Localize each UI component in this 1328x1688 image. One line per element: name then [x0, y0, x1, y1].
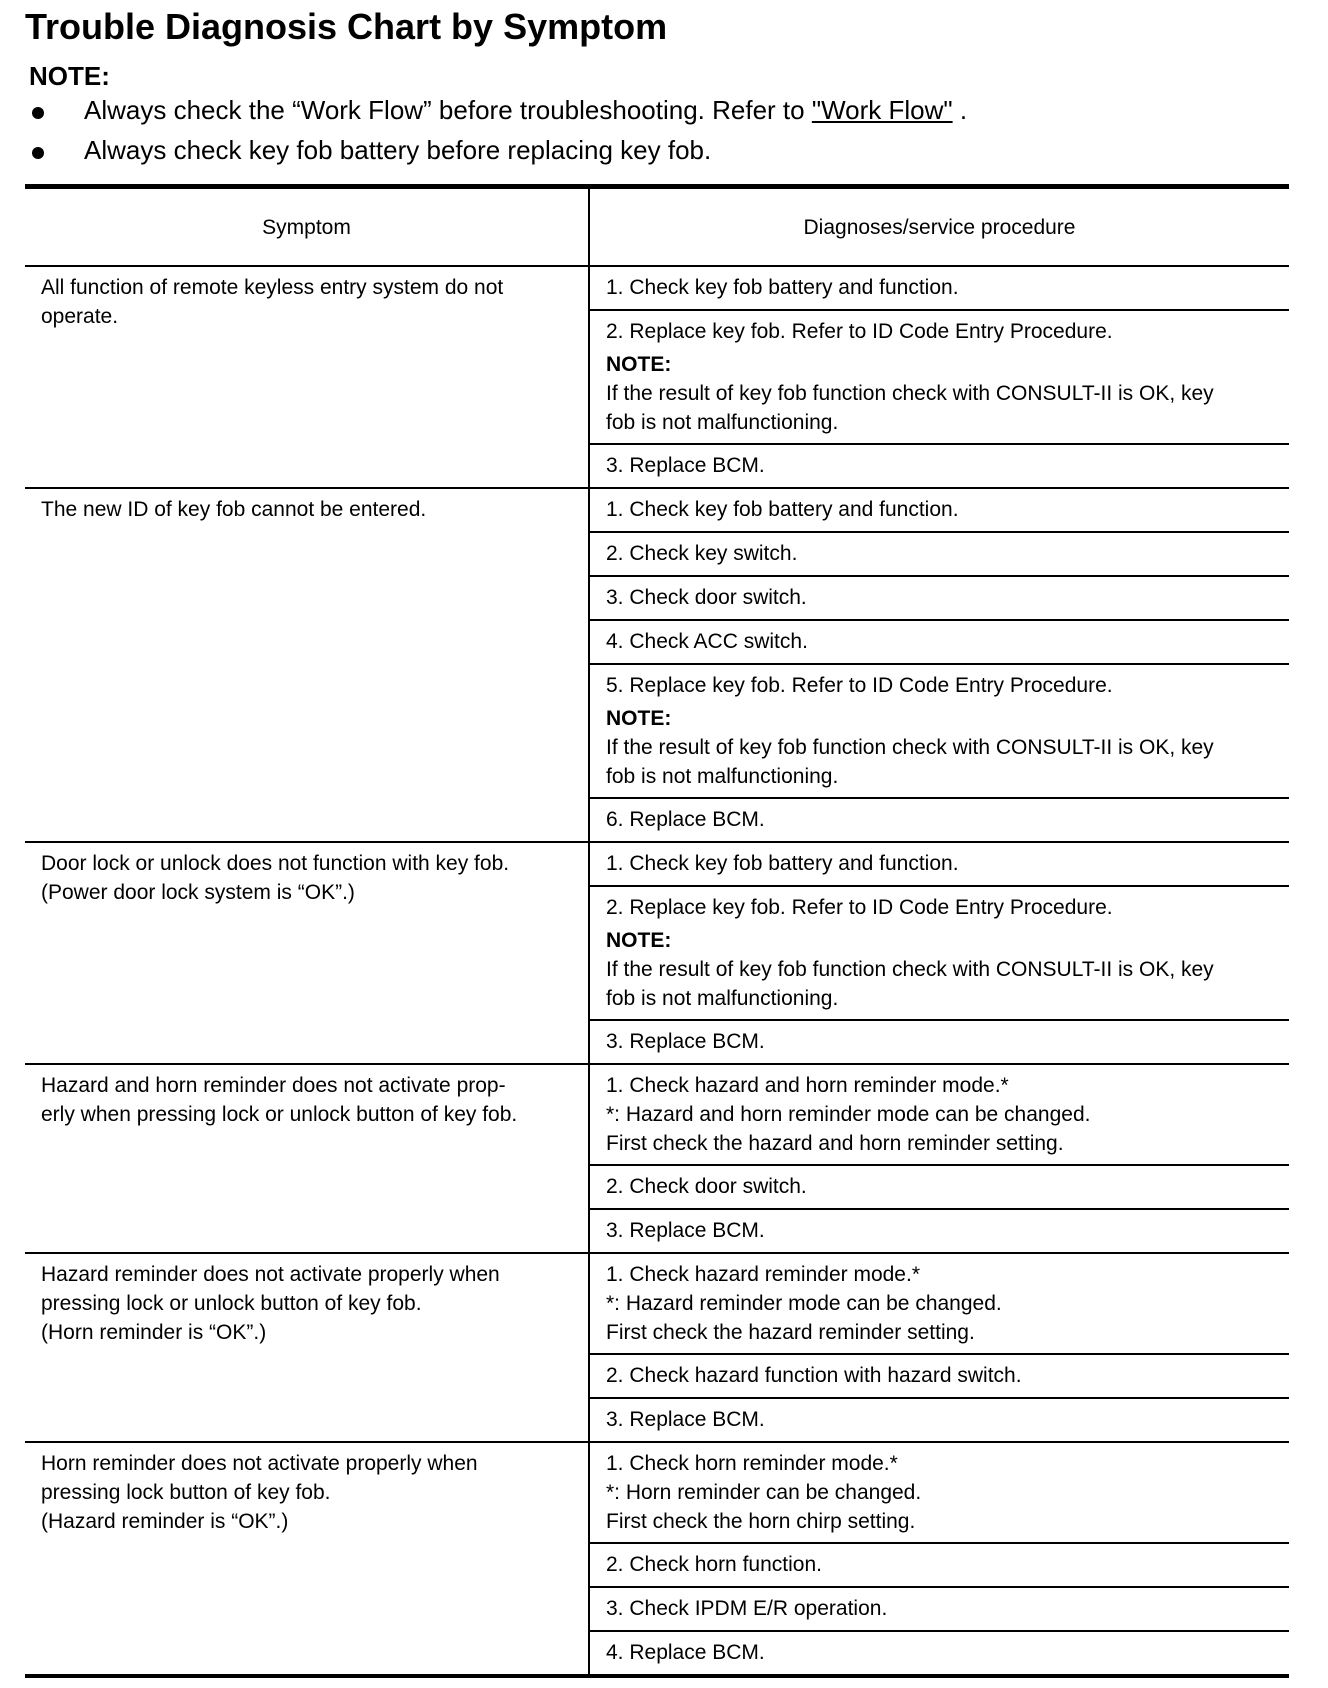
procedure-step [589, 576, 1289, 620]
symptom-text: The new ID of key fob cannot be entered. [41, 498, 427, 521]
procedure-text: 4. Check ACC switch. [606, 630, 808, 653]
procedure-note-text: If the result of key fob function check with CONSULT-II is OK, key [606, 958, 1214, 981]
procedure-text: *: Hazard reminder mode can be changed. [606, 1292, 1002, 1315]
procedure-text: 6. Replace BCM. [606, 808, 765, 831]
procedure-step [589, 1442, 1289, 1543]
procedure-text: 3. Replace BCM. [606, 1030, 765, 1053]
procedure-step [589, 1165, 1289, 1209]
symptom-text: Door lock or unlock does not function with key fob. [41, 852, 510, 875]
symptom-text: Hazard reminder does not activate properly when [41, 1263, 500, 1286]
table-body [25, 266, 1289, 1676]
procedure-step [589, 1631, 1289, 1676]
note-item [28, 132, 1288, 172]
procedure-text: 2. Check horn function. [606, 1553, 822, 1576]
procedure-text: First check the hazard reminder setting. [606, 1321, 975, 1344]
symptom-text: (Power door lock system is “OK”.) [41, 881, 355, 904]
symptom-text: All function of remote keyless entry system do not [41, 276, 504, 299]
symptom-text: (Hazard reminder is “OK”.) [41, 1510, 289, 1533]
procedure-note-label: NOTE: [606, 707, 672, 730]
procedure-text: 3. Replace BCM. [606, 1408, 765, 1431]
symptom-text: operate. [41, 305, 119, 328]
procedure-text: *: Hazard and horn reminder mode can be changed. [606, 1103, 1091, 1126]
procedure-note-label: NOTE: [606, 929, 672, 952]
procedure-step [589, 842, 1289, 886]
procedure-text: 1. Check key fob battery and function. [606, 276, 959, 299]
procedure-note-text: fob is not malfunctioning. [606, 765, 839, 788]
diagnosis-table [25, 184, 1289, 1678]
symptom-text: Hazard and horn reminder does not activate prop- [41, 1074, 506, 1097]
note-label: NOTE: [29, 61, 110, 91]
procedure-note-text: fob is not malfunctioning. [606, 411, 839, 434]
note-text: Always check key fob battery before replacing key fob. [84, 135, 712, 165]
symptom-cell [25, 266, 589, 488]
procedure-step [589, 1253, 1289, 1354]
symptom-cell [25, 1253, 589, 1442]
procedure-text: 2. Check hazard function with hazard switch. [606, 1364, 1022, 1387]
procedure-note-text: If the result of key fob function check with CONSULT-II is OK, key [606, 382, 1214, 405]
table-header-row [25, 187, 1289, 267]
procedure-step [589, 532, 1289, 576]
symptom-text: Horn reminder does not activate properly when [41, 1452, 478, 1475]
symptom-text: pressing lock or unlock button of key fob. [41, 1292, 422, 1315]
procedure-step [589, 488, 1289, 532]
procedure-step [589, 1020, 1289, 1064]
symptom-cell [25, 1442, 589, 1676]
symptom-cell [25, 842, 589, 1064]
procedure-step [589, 1587, 1289, 1631]
procedure-text: 1. Check key fob battery and function. [606, 852, 959, 875]
procedure-step [589, 1398, 1289, 1442]
page-title: Trouble Diagnosis Chart by Symptom [25, 6, 668, 47]
note-text [84, 92, 967, 128]
procedure-step [589, 620, 1289, 664]
bullet-icon [32, 147, 44, 159]
procedure-step [589, 798, 1289, 842]
procedure-step [589, 310, 1289, 444]
symptom-cell [25, 1064, 589, 1253]
bullet-icon [32, 107, 44, 119]
table-row [25, 488, 1289, 532]
procedure-text: 3. Replace BCM. [606, 1219, 765, 1242]
procedure-step [589, 1354, 1289, 1398]
procedure-note-label: NOTE: [606, 353, 672, 376]
procedure-text: 2. Check key switch. [606, 542, 798, 565]
note-item [28, 92, 1288, 132]
symptom-text: pressing lock button of key fob. [41, 1481, 331, 1504]
procedure-text: 1. Check hazard reminder mode.* [606, 1263, 920, 1286]
table-row [25, 1253, 1289, 1354]
column-header-symptom: Symptom [25, 187, 589, 267]
note-list [28, 92, 1288, 172]
procedure-text: 2. Replace key fob. Refer to ID Code Entry Procedure. [606, 896, 1113, 919]
table-row [25, 1064, 1289, 1165]
table-row [25, 1442, 1289, 1543]
procedure-text: 1. Check key fob battery and function. [606, 498, 959, 521]
procedure-step [589, 444, 1289, 488]
procedure-text: 5. Replace key fob. Refer to ID Code Entry Procedure. [606, 674, 1113, 697]
procedure-text: 1. Check hazard and horn reminder mode.* [606, 1074, 1009, 1097]
procedure-step [589, 886, 1289, 1020]
procedure-step [589, 1543, 1289, 1587]
procedure-text: 3. Replace BCM. [606, 454, 765, 477]
procedure-text: 1. Check horn reminder mode.* [606, 1452, 898, 1475]
procedure-step [589, 1064, 1289, 1165]
procedure-note-text: fob is not malfunctioning. [606, 987, 839, 1010]
table-row [25, 842, 1289, 886]
procedure-text: 3. Check door switch. [606, 586, 807, 609]
procedure-text: 2. Replace key fob. Refer to ID Code Entry Procedure. [606, 320, 1113, 343]
procedure-text: First check the horn chirp setting. [606, 1510, 916, 1533]
symptom-cell [25, 488, 589, 842]
table-row [25, 266, 1289, 310]
procedure-step [589, 1209, 1289, 1253]
note-text-part: . [952, 95, 968, 125]
symptom-text: (Horn reminder is “OK”.) [41, 1321, 267, 1344]
procedure-step [589, 266, 1289, 310]
procedure-step [589, 664, 1289, 798]
procedure-text: 4. Replace BCM. [606, 1641, 765, 1664]
procedure-text: First check the hazard and horn reminder setting. [606, 1132, 1064, 1155]
procedure-text: 2. Check door switch. [606, 1175, 807, 1198]
work-flow-link[interactable]: "Work Flow" [811, 95, 953, 125]
symptom-text: erly when pressing lock or unlock button of key fob. [41, 1103, 518, 1126]
note-text-part: Always check the “Work Flow” before troubleshooting. Refer to [84, 95, 812, 125]
procedure-text: 3. Check IPDM E/R operation. [606, 1597, 888, 1620]
procedure-text: *: Horn reminder can be changed. [606, 1481, 922, 1504]
procedure-note-text: If the result of key fob function check with CONSULT-II is OK, key [606, 736, 1214, 759]
column-header-procedure: Diagnoses/service procedure [589, 187, 1289, 267]
